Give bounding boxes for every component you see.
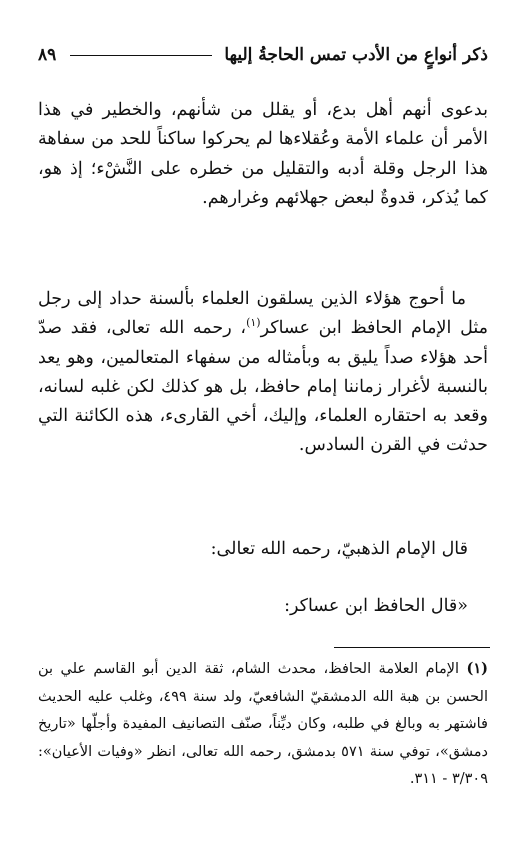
- paragraph-1: بدعوى أنهم أهل بدع، أو يقلل من شأنهم، والخطير في هذا الأمر أن علماء الأمة وعُقلاءها لم يحركوا ساكناً للحد من سفاهة هذا الرجل وقلة أدبه والتقليل من خطره على النَّشْء؛ إذ هو، كما يُذكر، قدوةٌ لبعض جهلائهم وغرارهم.: [38, 100, 488, 208]
- quote-intro: قال الإمام الذهبيّ، رحمه الله تعالى:: [210, 539, 468, 559]
- footnote: [38, 655, 488, 794]
- page-header: [38, 40, 488, 70]
- running-title: ذكر أنواعٍ من الأدب تمس الحاجةُ إليها: [224, 45, 488, 65]
- paragraph-2-text-start: ما أحوج هؤلاء الذين يسلقون العلماء بألسنة حداد إلى رجل مثل الإمام الحافظ ابن عساكر: [38, 289, 488, 339]
- header-rule: [70, 55, 212, 56]
- footnote-number: (١): [466, 660, 488, 677]
- footnote-text: الإمام العلامة الحافظ، محدث الشام، ثقة الدين أبو القاسم علي بن الحسن بن هبة الله الدمشقيّ الشافعيّ، ولد سنة ٤٩٩، وغلب عليه الحديث فاشتهر به وبالغ في طلبه، وكان ديِّناً، صنّف التصانيف المفيدة وأجلّها «تاريخ دمشق»، توفي سنة ٥٧١ بدمشق، رحمه الله تعالى، انظر «وفيات الأعيان»: ٣/٣٠٩ - ٣١١.: [38, 661, 488, 787]
- paragraph-2-text-end: ، رحمه الله تعالى، فقد صدّ أحد هؤلاء صداً يليق به وبأمثاله من سفهاء المتعالمين، وهو يعد بالنسبة لأغرار زماننا إمام حافظ، بل هو كذلك لكن غلبه لسانه، وقعد به احتقاره العلماء، وإليك، أخي القارىء، هذه الكائنة التي حدثت في القرن السادس.: [38, 318, 488, 456]
- footnote-reference: (١): [246, 316, 261, 330]
- page-number: ٨٩: [38, 45, 57, 65]
- paragraph-2: [38, 285, 488, 461]
- quote-start: «قال الحافظ ابن عساكر:: [284, 596, 468, 616]
- footnote-separator: [334, 647, 490, 648]
